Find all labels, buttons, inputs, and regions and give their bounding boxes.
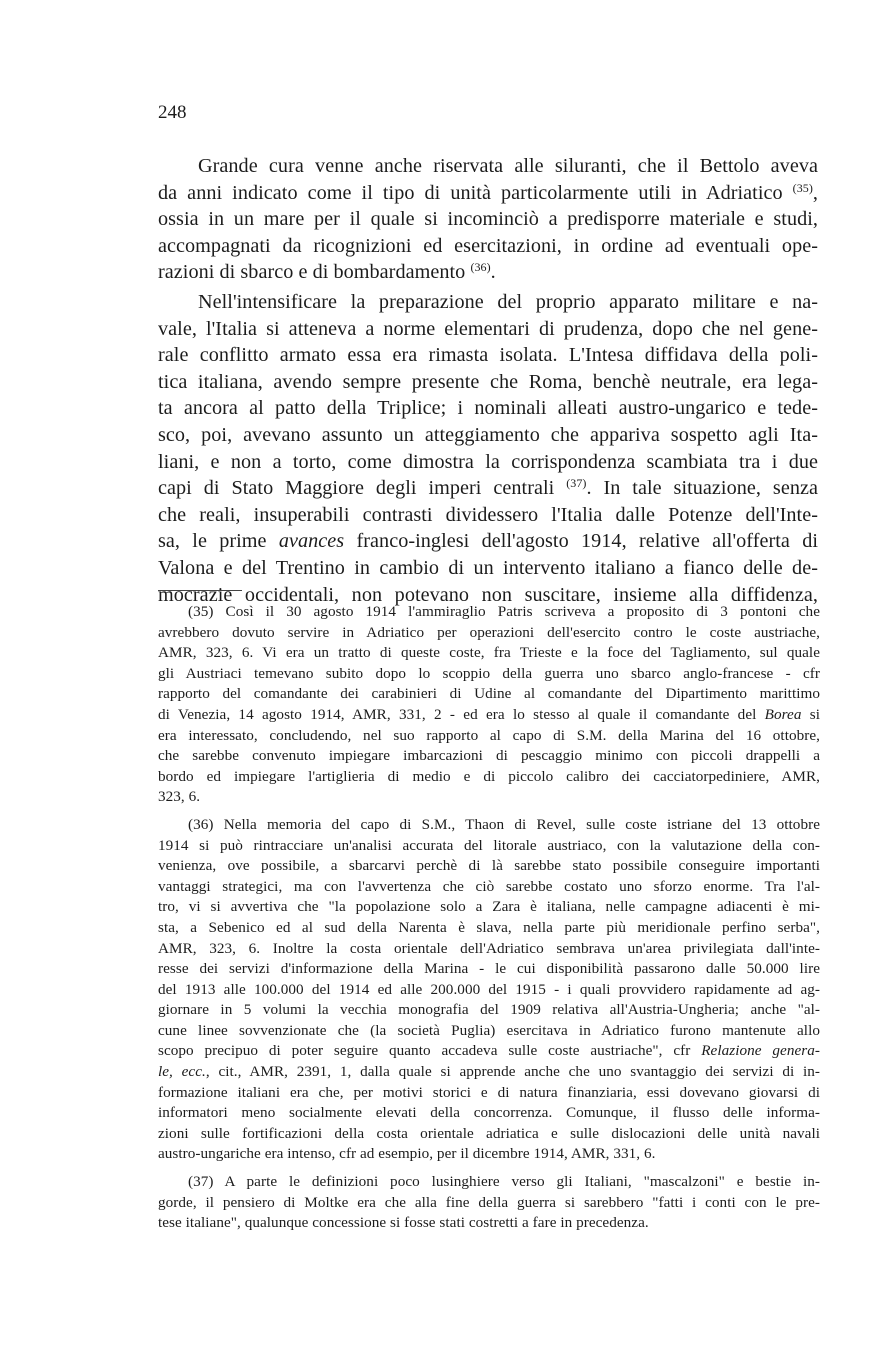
text-span: da anni indicato come il tipo di unità particolarmente utili in Adriatico xyxy=(158,181,783,204)
text-span: . In tale situazione, senza xyxy=(586,477,818,500)
footnote-line xyxy=(158,705,820,726)
text-span: informatori meno socialmente elevati della concorrenza. Comunque, il flusso delle informa- xyxy=(158,1104,820,1122)
italic-term: Borea xyxy=(764,705,802,723)
text-span: franco-inglesi dell'agosto 1914, relative all'offerta di xyxy=(356,530,818,553)
footnote-line xyxy=(158,726,820,747)
text-span: giornare in 5 volumi la vecchia monografia del 1909 relativa all'Austria-Ungheria; anche "al- xyxy=(158,1001,820,1019)
page-number: 248 xyxy=(158,102,187,123)
text-span: che reali, insuperabili contrasti dividessero l'Italia dalle Potenze dell'Inte- xyxy=(158,503,818,526)
footnote-line xyxy=(158,939,820,960)
footnote-line xyxy=(158,684,820,705)
text-span: gli Austriaci temevano subito dopo lo scoppio della guerra uno sbarco anglo-francese - cfr xyxy=(158,664,820,682)
text-line xyxy=(158,233,818,260)
text-line xyxy=(158,180,818,207)
text-span: Nell'intensificare la preparazione del proprio apparato militare e na- xyxy=(198,290,818,313)
text-span: che sarebbe convenuto impiegare imbarcazioni di pescaggio minimo con piccoli drappelli a xyxy=(158,747,820,765)
text-span: sta, a Sebenico ed al sud della Narenta è slava, nella parte più meridionale perfino serba", xyxy=(158,918,820,936)
text-span: vantaggi strategici, ma con l'avvertenza che ciò sarebbe costato uno sforzo enorme. Tra l'al- xyxy=(158,877,820,895)
text-span: resse dei servizi d'informazione della Marina - le cui disponibilità passarono dalle 50.000 lire xyxy=(158,960,820,978)
text-span: AMR, 323, 6. Inoltre la costa orientale dell'Adriatico sembrava un'area privilegiata dall'inte- xyxy=(158,939,820,957)
italic-term: Relazione genera- xyxy=(701,1042,820,1060)
text-span: Valona e del Trentino in cambio di un intervento italiano a fianco delle de- xyxy=(158,556,818,579)
italic-term: avances xyxy=(278,530,345,553)
text-line xyxy=(158,422,818,449)
text-span: razioni di sbarco e di bombardamento xyxy=(158,261,466,284)
text-span: zioni sulle fortificazioni della costa orientale adriatica e sulle dislocazioni delle unità navali xyxy=(158,1124,820,1142)
text-span: rapporto del comandante dei carabinieri di Udine al comandante del Dipartimento marittimo xyxy=(158,685,820,703)
text-span: , xyxy=(812,181,818,204)
text-span: (35) Così il 30 agosto 1914 l'ammiraglio Patris scriveva a proposito di 3 pontoni che xyxy=(188,603,820,620)
text-span: del 1913 alle 100.000 del 1914 ed alle 200.000 del 1915 - i quali provvidero rapidamente ad ag- xyxy=(158,980,820,998)
footnote-line xyxy=(158,664,820,685)
text-span: rale conflitto armato essa era rimasta isolata. L'Intesa diffidava della poli- xyxy=(158,344,818,367)
text-span: AMR, 323, 6. Vi era un tratto di queste coste, fra Trieste e la foce del Tagliamento, sul quale xyxy=(158,644,820,662)
text-span: . xyxy=(490,261,496,284)
text-line xyxy=(158,206,818,233)
footnote-line xyxy=(158,1083,820,1104)
text-span: scopo precipuo di poter seguire quanto accadeva sulle coste austriache", cfr xyxy=(158,1042,691,1060)
footnote-line xyxy=(158,959,820,980)
main-text xyxy=(158,153,818,608)
text-span: avrebbero dovuto servire in Adriatico per operazioni dell'esercito contro le coste austriache, xyxy=(158,623,820,641)
text-span: tese italiane", qualunque concessione si fosse stati costretti a fare in precedenza. xyxy=(158,1214,649,1232)
text-line xyxy=(158,289,818,316)
footnote-line xyxy=(158,1021,820,1042)
footnote-line xyxy=(158,1103,820,1124)
footnote-ref-36: (36) xyxy=(470,260,491,275)
text-span: 323, 6. xyxy=(158,788,201,806)
text-span: liani, e non a torto, come dimostra la corrispondenza scambiata tra i due xyxy=(158,450,818,473)
text-line xyxy=(158,369,818,396)
text-line xyxy=(158,502,818,529)
text-span: di Venezia, 14 agosto 1914, AMR, 331, 2 - ed era lo stesso al quale il comandante del xyxy=(158,705,757,723)
text-span: sa, le prime xyxy=(158,530,267,553)
text-line xyxy=(158,316,818,343)
text-span: accompagnati da ricognizioni ed esercitazioni, in ordine ad eventuali ope- xyxy=(158,234,818,257)
text-span: , cit., AMR, 2391, 1, dalla quale si apprende anche che uno svantaggio dei servizi di in- xyxy=(205,1063,820,1081)
footnote-line xyxy=(158,787,820,808)
text-span: si xyxy=(809,705,820,723)
footnotes xyxy=(158,602,820,1234)
footnote-line xyxy=(158,856,820,877)
text-span: Grande cura venne anche riservata alle siluranti, che il Bettolo aveva xyxy=(198,155,818,177)
footnote-line xyxy=(158,1193,820,1214)
footnote-line xyxy=(158,897,820,918)
text-span: ta ancora al patto della Triplice; i nominali alleati austro-ungarico e tede- xyxy=(158,397,818,420)
footnote-line xyxy=(158,980,820,1001)
text-span: (37) A parte le definizioni poco lusinghiere verso gli Italiani, "mascalzoni" e bestie in- xyxy=(188,1173,820,1191)
text-line xyxy=(158,395,818,422)
footnote-ref-37: (37) xyxy=(566,476,587,491)
footnote-line xyxy=(158,918,820,939)
text-span: bordo ed impiegare l'artiglieria di medio e di piccolo calibro dei cacciatorpediniere, AMR, xyxy=(158,767,820,785)
footnote-line xyxy=(158,1144,820,1165)
footnote-line xyxy=(158,602,820,623)
text-span: 1914 si può rintracciare un'analisi accurata del litorale austriaco, con la valutazione della con- xyxy=(158,836,820,854)
text-span: gorde, il pensiero di Moltke era che alla fine della guerra si sarebbero "fatti i conti con le pre- xyxy=(158,1193,820,1211)
footnote-line xyxy=(158,836,820,857)
text-span: tica italiana, avendo sempre presente che Roma, benchè neutrale, era lega- xyxy=(158,370,818,393)
text-line xyxy=(158,153,818,180)
footnote-line xyxy=(158,746,820,767)
footnote-line xyxy=(158,1000,820,1021)
text-line xyxy=(158,259,818,286)
footnote-line xyxy=(158,1062,820,1083)
footnote-line xyxy=(158,1213,820,1234)
text-span: tro, vi si avvertiva che "la popolazione solo a Zara è italiana, nelle campagne adiacenti è mi- xyxy=(158,898,820,916)
text-span: austro-ungariche era intenso, cfr ad esempio, per il dicembre 1914, AMR, 331, 6. xyxy=(158,1145,656,1163)
text-span: cune linee sovvenzionate che (la società Puglia) esercitava in Adriatico furono mantenute allo xyxy=(158,1021,820,1039)
footnote-line xyxy=(158,643,820,664)
footnote-line xyxy=(158,767,820,788)
footnote-line xyxy=(158,1124,820,1145)
footnote-line xyxy=(158,877,820,898)
text-span: ossia in un mare per il quale si incominciò a predisporre materiale e studi, xyxy=(158,208,818,231)
footnote-line xyxy=(158,815,820,836)
text-line xyxy=(158,528,818,555)
text-span: (36) Nella memoria del capo di S.M., Thaon di Revel, sulle coste istriane del 13 ottobre xyxy=(188,815,820,833)
text-span: capi di Stato Maggiore degli imperi centrali xyxy=(158,477,555,500)
text-span: era interessato, concludendo, nel suo rapporto al capo di S.M. della Marina del 16 ottobre, xyxy=(158,726,820,744)
footnote-line xyxy=(158,1041,820,1062)
text-span: venienza, ove possibile, a sbarcarvi perchè di là sarebbe stato possibile conseguire importanti xyxy=(158,857,820,875)
footnote-divider xyxy=(158,590,242,591)
italic-term: le, ecc. xyxy=(158,1063,206,1081)
text-line xyxy=(158,475,818,502)
footnote-line xyxy=(158,1172,820,1193)
footnote-36 xyxy=(158,815,820,1165)
text-span: sco, poi, avevano assunto un atteggiamento che appariva sospetto agli Ita- xyxy=(158,423,818,446)
text-line xyxy=(158,342,818,369)
text-span: formazione italiani era che, per motivi storici e di natura finanziaria, essi dovevano giovarsi di xyxy=(158,1083,820,1101)
footnote-ref-35: (35) xyxy=(792,180,813,195)
footnote-line xyxy=(158,623,820,644)
footnote-35 xyxy=(158,602,820,808)
text-line xyxy=(158,449,818,476)
text-line xyxy=(158,555,818,582)
text-span: mocrazie occidentali, non potevano non suscitare, insieme alla diffidenza, xyxy=(158,583,818,606)
footnote-37 xyxy=(158,1172,820,1234)
text-span: vale, l'Italia si atteneva a norme elementari di prudenza, dopo che nel gene- xyxy=(158,317,818,340)
